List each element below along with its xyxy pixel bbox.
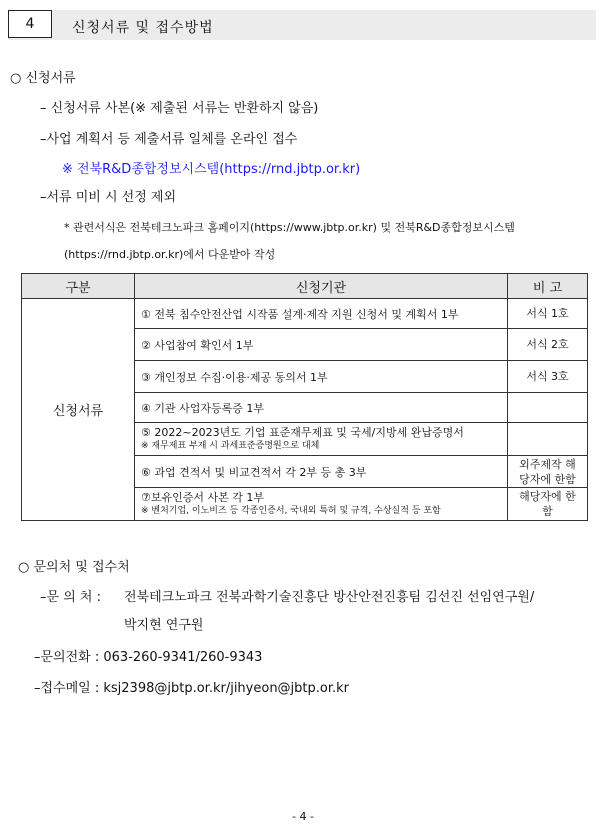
table-row-text: ④ 기관 사업자등록증 1부: [135, 393, 508, 423]
page-number: - 4 -: [292, 810, 314, 823]
table-row-note: 서식 3호: [508, 361, 588, 393]
table-row-text: [135, 488, 508, 521]
contact-phone: –문의전화 : 063-260-9341/260-9343: [34, 650, 263, 665]
table-row-main-text: ⑤ 2022~2023년도 기업 표준재무제표 및 국세/지방세 완납증명서: [141, 426, 464, 439]
contact-line1: 전북테크노파크 전북과학기술진흥단 방산안전진흥팀 김선진 선임연구원/: [124, 590, 535, 605]
contact-line2: 박지현 연구원: [124, 618, 204, 633]
table-row: [22, 299, 588, 329]
table-row-note: 서식 1호: [508, 299, 588, 329]
section1-item-4: –서류 미비 시 선정 제외: [40, 190, 177, 205]
section2-heading: ○ 문의처 및 접수처: [18, 560, 130, 575]
table-header-remarks: 비 고: [508, 274, 588, 299]
documents-table: [21, 273, 588, 521]
section-title: 신청서류 및 접수방법: [72, 20, 214, 36]
table-header-row: [22, 274, 588, 299]
section1-note-line1: * 관련서식은 전북테크노파크 홈페이지(https://www.jbtp.or.kr) 및 전북R&D종합정보시스템: [64, 221, 515, 234]
table-header-category: 구분: [22, 274, 135, 299]
contact-email[interactable]: –접수메일 : ksj2398@jbtp.or.kr/jihyeon@jbtp.or.kr: [34, 681, 350, 696]
table-row-text: ③ 개인정보 수집·이용·제공 동의서 1부: [135, 361, 508, 393]
table-row-text: ① 전북 침수안전산업 시작품 설계·제작 지원 신청서 및 계획서 1부: [135, 299, 508, 329]
table-row-note: 해당자에 한함: [508, 488, 588, 521]
table-row-note: 서식 2호: [508, 329, 588, 361]
section1-item-3-link[interactable]: ※ 전북R&D종합정보시스템(https://rnd.jbtp.or.kr): [62, 162, 361, 177]
table-row-text: ② 사업참여 확인서 1부: [135, 329, 508, 361]
table-row-text: [135, 423, 508, 456]
section1-note-line2: (https://rnd.jbtp.or.kr)에서 다운받아 작성: [64, 248, 276, 261]
section1-item-1: – 신청서류 사본(※ 제출된 서류는 반환하지 않음): [40, 101, 319, 116]
table-row-note: [508, 393, 588, 423]
table-category-cell: 신청서류: [22, 299, 135, 521]
table-header-institution: 신청기관: [135, 274, 508, 299]
table-row-note: 외주제작 해당자에 한함: [508, 456, 588, 488]
section-number: 4: [8, 10, 52, 38]
table-row-text: ⑥ 과업 견적서 및 비교견적서 각 2부 등 총 3부: [135, 456, 508, 488]
contact-label: –문 의 처 :: [40, 590, 101, 605]
table-row-main-text: ⑦보유인증서 사본 각 1부: [141, 491, 264, 504]
table-row-subnote: ※ 재무제표 부재 시 과세표준증명원으로 대체: [141, 441, 320, 451]
section1-heading: ○ 신청서류: [10, 71, 76, 86]
section1-item-2: –사업 계획서 등 제출서류 일체를 온라인 접수: [40, 132, 298, 147]
table-row-subnote: ※ 벤처기업, 이노비즈 등 각종인증서, 국내외 특허 및 규격, 수상실적 등 포함: [141, 506, 441, 516]
table-row-note: [508, 423, 588, 456]
